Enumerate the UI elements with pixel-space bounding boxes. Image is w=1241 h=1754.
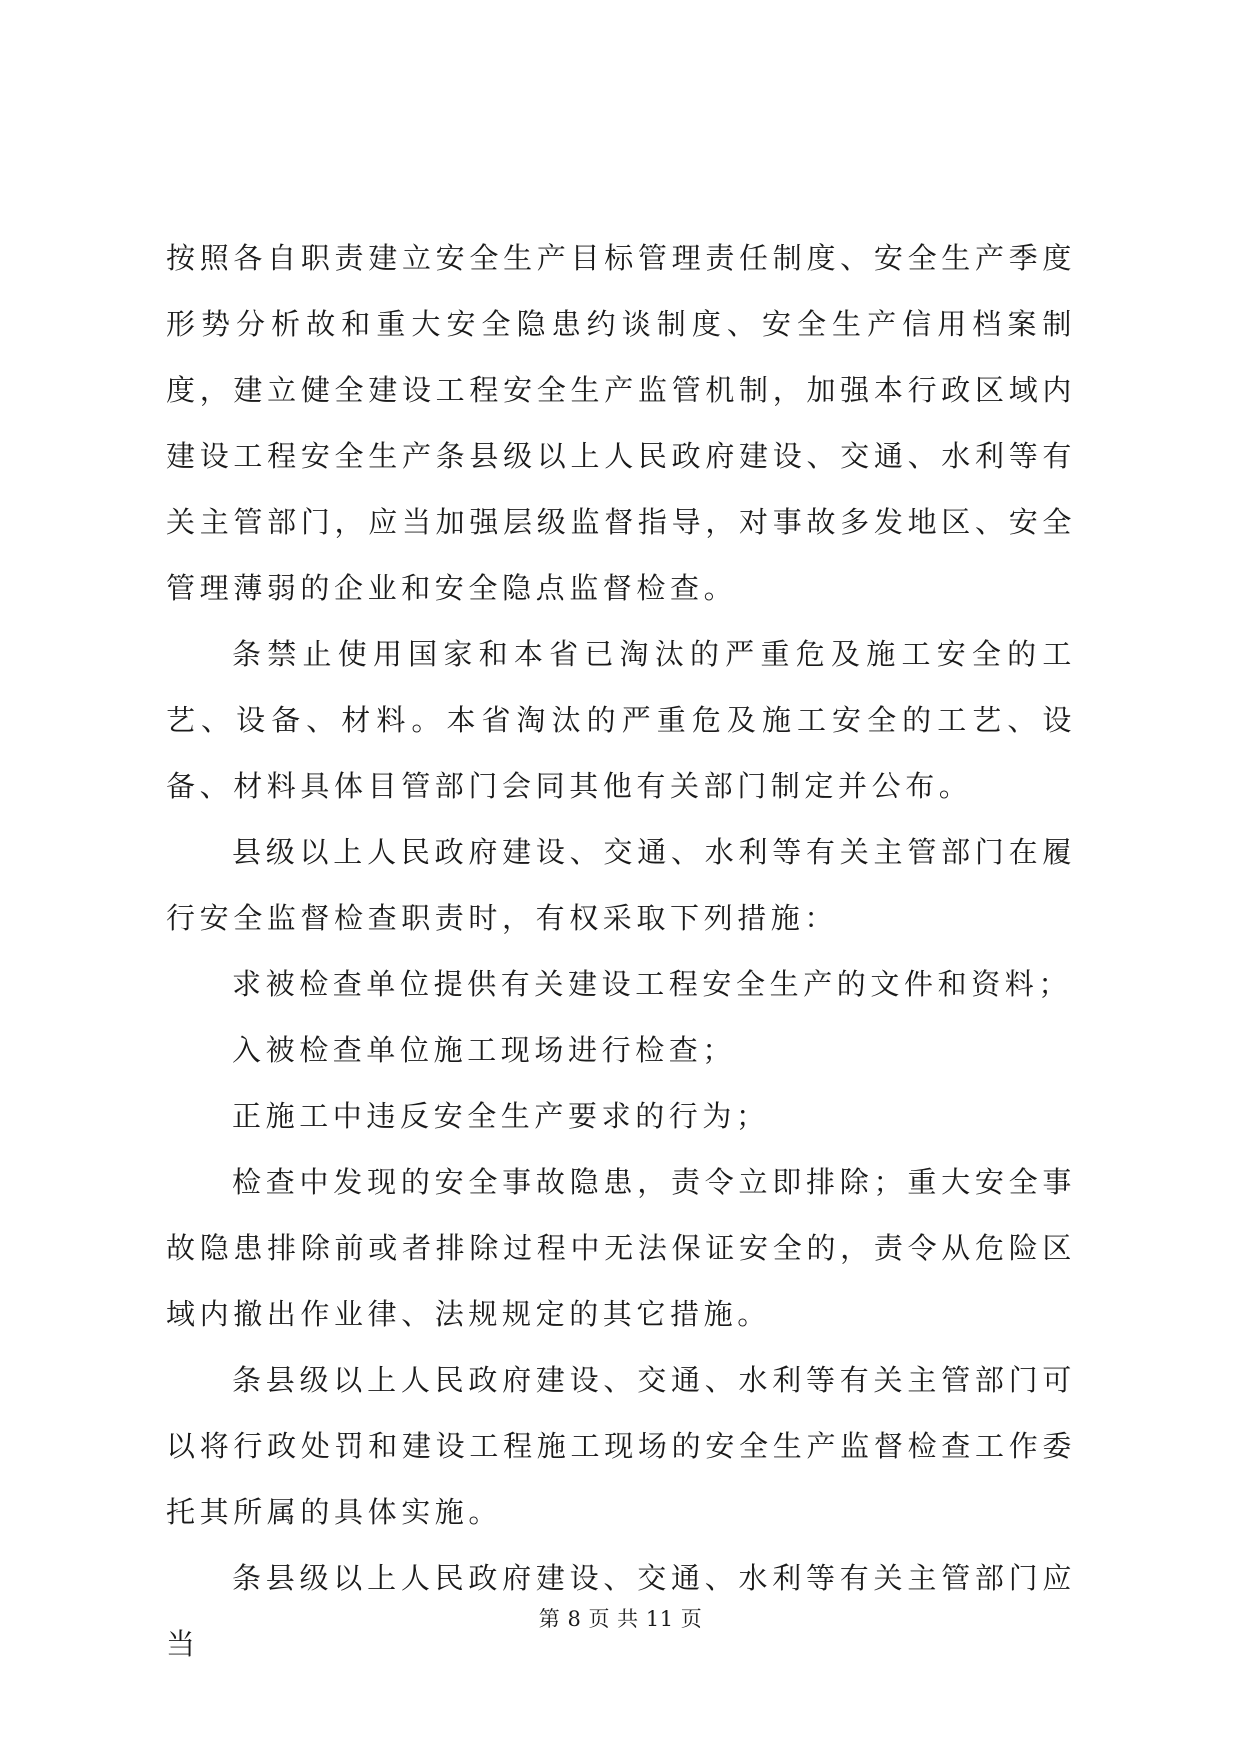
paragraph-5: 入被检查单位施工现场进行检查； bbox=[232, 1033, 737, 1067]
page-number-footer: 第 8 页 共 11 页 bbox=[538, 1607, 703, 1631]
paragraph-2: 条禁止使用国家和本省已淘汰的严重危及施工安全的工艺、设备、材料。本省淘汰的严重危及施工安全的工艺、设备、材料具体目管部门会同其他有关部门制定并公布。 bbox=[166, 637, 1076, 803]
paragraph-6: 正施工中违反安全生产要求的行为； bbox=[232, 1099, 770, 1133]
paragraph-9: 条县级以上人民政府建设、交通、水利等有关主管部门应当 bbox=[166, 1561, 1076, 1661]
paragraph-4: 求被检查单位提供有关建设工程安全生产的文件和资料； bbox=[232, 967, 1073, 1001]
paragraph-7: 检查中发现的安全事故隐患，责令立即排除；重大安全事故隐患排除前或者排除过程中无法保证安全的，责令从危险区域内撤出作业律、法规规定的其它措施。 bbox=[166, 1165, 1076, 1331]
document-body bbox=[166, 225, 1076, 1677]
paragraph-3: 县级以上人民政府建设、交通、水利等有关主管部门在履行安全监督检查职责时，有权采取下列措施： bbox=[166, 835, 1076, 935]
paragraph-8: 条县级以上人民政府建设、交通、水利等有关主管部门可以将行政处罚和建设工程施工现场的安全生产监督检查工作委托其所属的具体实施。 bbox=[166, 1363, 1076, 1529]
paragraph-1: 按照各自职责建立安全生产目标管理责任制度、安全生产季度形势分析故和重大安全隐患约谈制度、安全生产信用档案制度，建立健全建设工程安全生产监管机制，加强本行政区域内建设工程安全生产条县级以上人民政府建设、交通、水利等有关主管部门，应当加强层级监督指导，对事故多发地区、安全管理薄弱的企业和安全隐点监督检查。 bbox=[166, 241, 1076, 605]
